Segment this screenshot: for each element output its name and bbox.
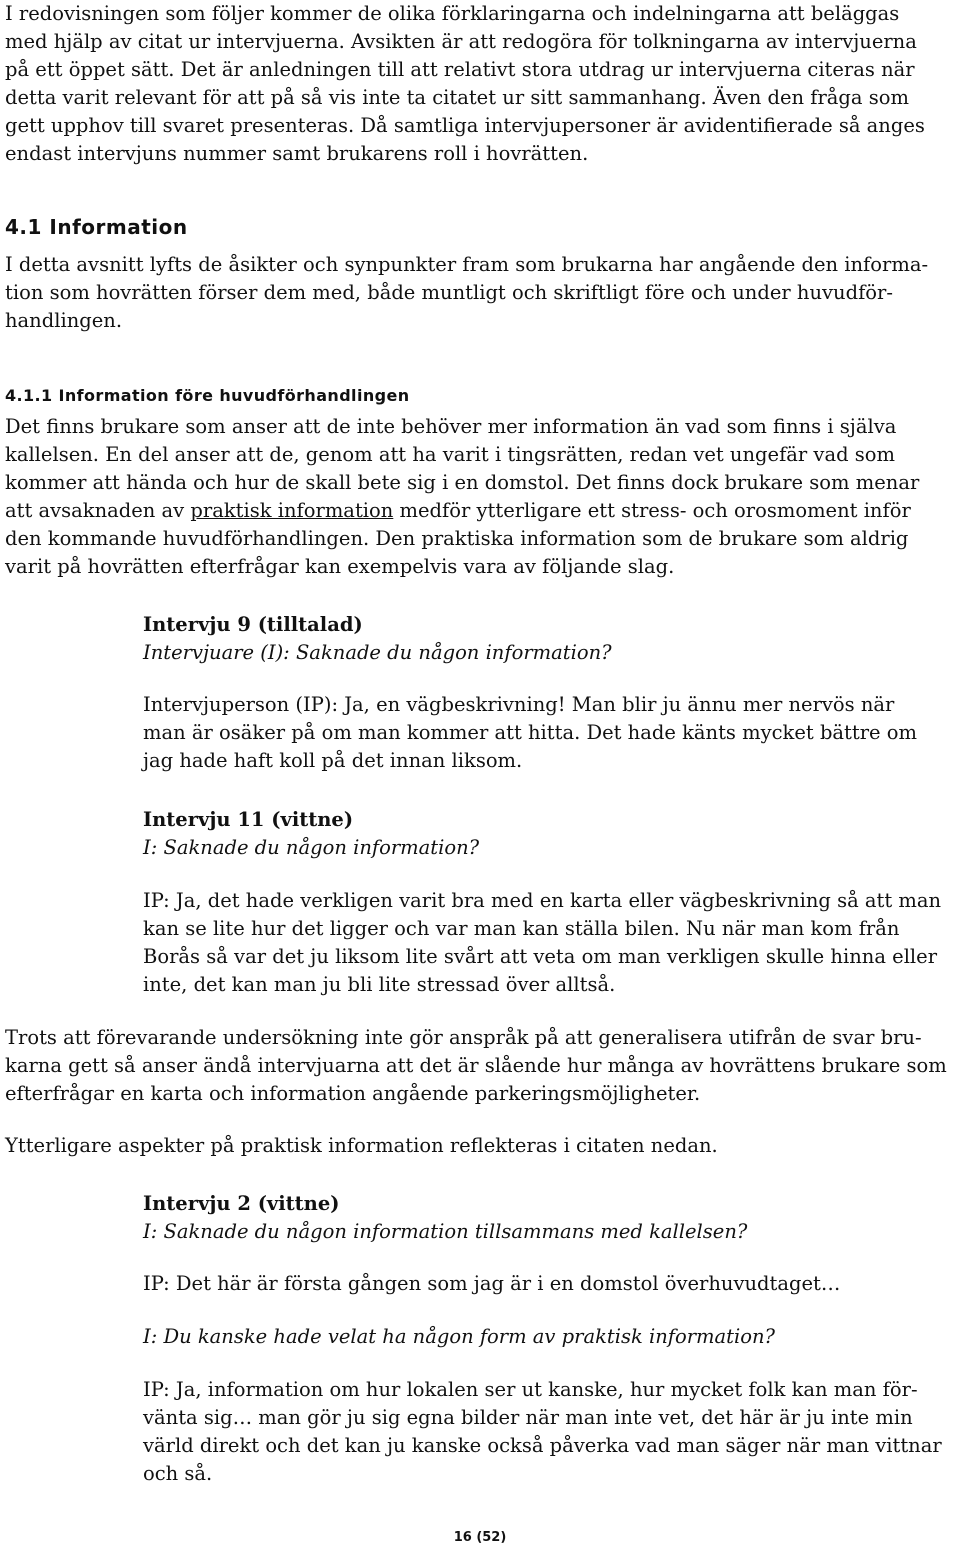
interview-answer-line: kan se lite hur det ligger och var man kan ställa bilen. Nu när man kom från bbox=[143, 917, 900, 940]
interview-answer-line: man är osäker på om man kommer att hitta. Det hade känts mycket bättre om bbox=[143, 721, 918, 744]
subsection-heading: 4.1.1 Information före huvudförhandlingen bbox=[5, 386, 410, 405]
section-heading: 4.1 Information bbox=[5, 215, 188, 239]
section-paragraph-line: tion som hovrätten förser dem med, både muntligt och skriftligt före och under huvudför- bbox=[5, 281, 893, 304]
page-number: 16 (52) bbox=[453, 1530, 507, 1545]
interview-title: Intervju 9 (tilltalad) bbox=[143, 613, 363, 636]
interview-question: I: Saknade du någon information tillsammans med kallelsen? bbox=[143, 1220, 748, 1243]
interview-title: Intervju 2 (vittne) bbox=[143, 1192, 340, 1215]
subsection-paragraph-line: kallelsen. En del anser att de, genom att ha varit i tingsrätten, redan vet ungefär vad som bbox=[5, 443, 895, 466]
interview-question: Intervjuare (I): Saknade du någon information? bbox=[143, 641, 612, 664]
subsection-paragraph-line: varit på hovrätten efterfrågar kan exempelvis vara av följande slag. bbox=[5, 555, 675, 578]
intro-line: på ett öppet sätt. Det är anledningen till att relativt stora utdrag ur intervjuerna citeras när bbox=[5, 58, 915, 81]
interview-question: I: Saknade du någon information? bbox=[143, 836, 480, 859]
intro-line: med hjälp av citat ur intervjuerna. Avsikten är att redogöra för tolkningarna av intervjuerna bbox=[5, 30, 917, 53]
interview-title: Intervju 11 (vittne) bbox=[143, 808, 354, 831]
conclusion-line: Ytterligare aspekter på praktisk information reflekteras i citaten nedan. bbox=[5, 1134, 718, 1157]
text-span: medför ytterligare ett stress- och orosmoment inför bbox=[393, 499, 911, 522]
interview-answer-line: inte, det kan man ju bli lite stressad över alltså. bbox=[143, 973, 616, 996]
section-paragraph-line: handlingen. bbox=[5, 309, 123, 332]
intro-line: gett upphov till svaret presenteras. Då samtliga intervjupersoner är avidentifierade så anges bbox=[5, 114, 925, 137]
interview-answer-line: IP: Ja, information om hur lokalen ser ut kanske, hur mycket folk kan man för- bbox=[143, 1378, 918, 1401]
conclusion-line: Trots att förevarande undersökning inte gör anspråk på att generalisera utifrån de svar bru- bbox=[5, 1026, 922, 1049]
interview-question: I: Du kanske hade velat ha någon form av praktisk information? bbox=[143, 1325, 775, 1348]
conclusion-line: karna gett så anser ändå intervjuarna att det är slående hur många av hovrättens brukare som bbox=[5, 1054, 947, 1077]
subsection-paragraph-line: kommer att hända och hur de skall bete sig i en domstol. Det finns dock brukare som menar bbox=[5, 471, 920, 494]
interview-answer-line: jag hade haft koll på det innan liksom. bbox=[143, 749, 523, 772]
interview-answer-line: värld direkt och det kan ju kanske också påverka vad man säger när man vittnar bbox=[143, 1434, 942, 1457]
interview-answer-line: Intervjuperson (IP): Ja, en vägbeskrivning! Man blir ju ännu mer nervös när bbox=[143, 693, 895, 716]
interview-answer-line: och så. bbox=[143, 1462, 213, 1485]
underlined-term: praktisk information bbox=[190, 499, 394, 522]
section-paragraph-line: I detta avsnitt lyfts de åsikter och synpunkter fram som brukarna har angående den informa- bbox=[5, 253, 929, 276]
subsection-paragraph-line bbox=[5, 497, 911, 525]
intro-line: detta varit relevant för att på så vis inte ta citatet ur sitt sammanhang. Även den fråga som bbox=[5, 86, 909, 109]
intro-line: endast intervjuns nummer samt brukarens roll i hovrätten. bbox=[5, 142, 589, 165]
intro-line: I redovisningen som följer kommer de olika förklaringarna och indelningarna att beläggas bbox=[5, 2, 900, 25]
subsection-paragraph-line: den kommande huvudförhandlingen. Den praktiska information som de brukare som aldrig bbox=[5, 527, 909, 550]
conclusion-line: efterfrågar en karta och information angående parkeringsmöjligheter. bbox=[5, 1082, 701, 1105]
interview-answer-line: IP: Ja, det hade verkligen varit bra med en karta eller vägbeskrivning så att man bbox=[143, 889, 942, 912]
interview-answer-line: IP: Det här är första gången som jag är i en domstol överhuvudtaget… bbox=[143, 1272, 841, 1295]
interview-answer-line: vänta sig… man gör ju sig egna bilder när man inte vet, det här är ju inte min bbox=[143, 1406, 913, 1429]
subsection-paragraph-line: Det finns brukare som anser att de inte behöver mer information än vad som finns i själva bbox=[5, 415, 897, 438]
text-span: att avsaknaden av bbox=[5, 499, 191, 522]
interview-answer-line: Borås så var det ju liksom lite svårt att veta om man verkligen skulle hinna eller bbox=[143, 945, 938, 968]
